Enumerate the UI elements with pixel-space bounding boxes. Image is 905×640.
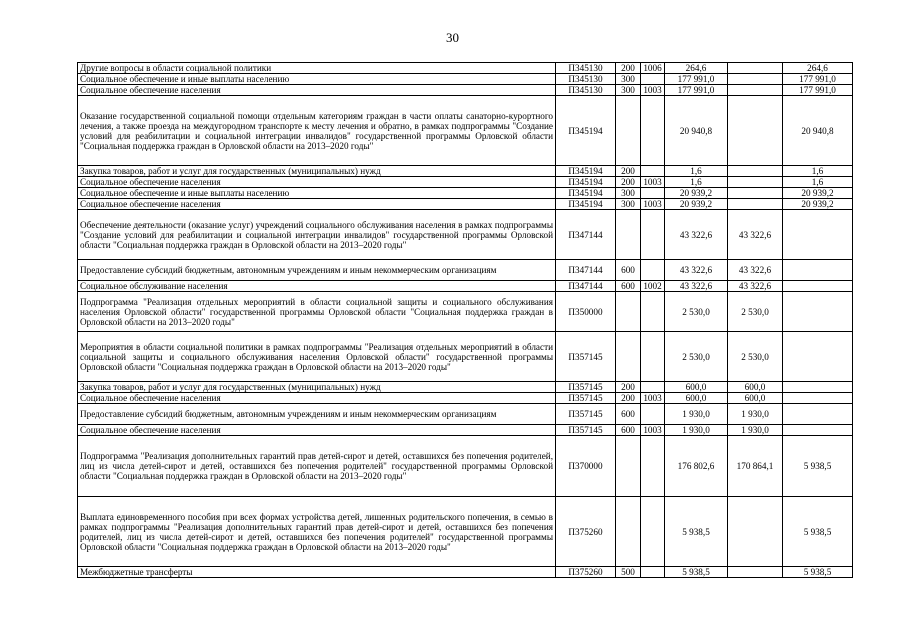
cell-name: Другие вопросы в области социальной политики [78,63,556,74]
table-row [78,567,853,578]
cell-sum3: 20 939,2 [783,199,853,210]
cell-code: П345194 [556,199,616,210]
cell-name: Межбюджетные трансферты [78,567,556,578]
cell-code: П347144 [556,210,616,260]
cell-code: П345130 [556,85,616,96]
cell-sum3: 5 938,5 [783,436,853,497]
cell-sum3 [783,260,853,281]
table-row [78,166,853,177]
table-row [78,210,853,260]
cell-name: Социальное обеспечение населения [78,177,556,188]
cell-name: Социальное обеспечение населения [78,85,556,96]
cell-kosgu [641,188,665,199]
cell-sum2: 1 930,0 [728,425,783,436]
cell-kosgu: 1003 [641,85,665,96]
cell-sum1: 2 530,0 [665,292,728,332]
table-row [78,74,853,85]
cell-code: П357145 [556,332,616,382]
cell-vr: 600 [616,260,641,281]
table-row [78,177,853,188]
cell-sum3: 5 938,5 [783,497,853,567]
cell-sum1: 1,6 [665,166,728,177]
cell-sum1: 5 938,5 [665,567,728,578]
cell-sum2: 600,0 [728,382,783,393]
cell-code: П357145 [556,404,616,425]
cell-vr: 200 [616,382,641,393]
cell-vr: 300 [616,199,641,210]
cell-sum3: 177 991,0 [783,74,853,85]
cell-sum3: 264,6 [783,63,853,74]
cell-kosgu: 1006 [641,63,665,74]
cell-sum1: 177 991,0 [665,74,728,85]
cell-code: П370000 [556,436,616,497]
cell-kosgu [641,260,665,281]
cell-sum2 [728,199,783,210]
cell-sum1: 20 939,2 [665,188,728,199]
cell-code: П375260 [556,567,616,578]
cell-kosgu: 1003 [641,425,665,436]
cell-sum1: 1 930,0 [665,425,728,436]
cell-name: Социальное обеспечение населения [78,393,556,404]
cell-sum1: 600,0 [665,393,728,404]
cell-sum3 [783,281,853,292]
cell-sum3 [783,425,853,436]
cell-kosgu [641,292,665,332]
cell-sum3 [783,382,853,393]
cell-name: Подпрограмма "Реализация отдельных мероприятий в области социальной защиты и социального обслуживания населения Орловской области" государственной программы Орловской области "Социальная поддержка граждан в Орловской области на 2013–2020 годы" [78,292,556,332]
table-row [78,292,853,332]
cell-sum2 [728,497,783,567]
cell-kosgu: 1002 [641,281,665,292]
cell-kosgu: 1003 [641,393,665,404]
cell-sum2 [728,85,783,96]
cell-sum3 [783,210,853,260]
budget-table [77,62,853,578]
table-row [78,281,853,292]
cell-sum1: 1,6 [665,177,728,188]
cell-sum3 [783,332,853,382]
cell-sum3: 5 938,5 [783,567,853,578]
cell-sum2 [728,63,783,74]
table-row [78,332,853,382]
cell-name: Мероприятия в области социальной политики в рамках подпрограммы "Реализация отдельных мероприятий в области социальной защиты и социального обслуживания населения Орловской области" государственной программы Орловской области "Социальная поддержка граждан в Орловской области на 2013–2020 годы" [78,332,556,382]
cell-code: П375260 [556,497,616,567]
cell-vr: 200 [616,177,641,188]
table-row [78,425,853,436]
cell-sum2: 43 322,6 [728,210,783,260]
cell-sum1: 20 940,8 [665,96,728,166]
cell-sum2 [728,177,783,188]
table-row [78,63,853,74]
cell-code: П347144 [556,281,616,292]
cell-sum1: 43 322,6 [665,210,728,260]
cell-vr: 500 [616,567,641,578]
cell-vr [616,436,641,497]
cell-sum1: 43 322,6 [665,281,728,292]
cell-kosgu [641,497,665,567]
cell-sum2: 1 930,0 [728,404,783,425]
cell-code: П345130 [556,74,616,85]
cell-vr [616,332,641,382]
table-body [78,63,853,578]
cell-vr: 300 [616,74,641,85]
cell-sum2 [728,188,783,199]
cell-sum1: 20 939,2 [665,199,728,210]
cell-sum3: 20 939,2 [783,188,853,199]
cell-kosgu [641,436,665,497]
cell-sum2 [728,166,783,177]
cell-sum2: 43 322,6 [728,260,783,281]
cell-vr: 600 [616,404,641,425]
cell-sum2: 170 864,1 [728,436,783,497]
table-row [78,404,853,425]
cell-vr [616,210,641,260]
cell-sum1: 177 991,0 [665,85,728,96]
cell-code: П357145 [556,393,616,404]
cell-code: П345194 [556,166,616,177]
cell-sum3 [783,404,853,425]
cell-sum1: 600,0 [665,382,728,393]
cell-sum3 [783,393,853,404]
cell-sum2: 2 530,0 [728,332,783,382]
table-row [78,199,853,210]
cell-sum2: 600,0 [728,393,783,404]
cell-code: П345130 [556,63,616,74]
cell-sum1: 1 930,0 [665,404,728,425]
cell-sum1: 43 322,6 [665,260,728,281]
cell-vr: 600 [616,425,641,436]
cell-kosgu: 1003 [641,199,665,210]
cell-vr [616,497,641,567]
cell-kosgu: 1003 [641,177,665,188]
cell-name: Социальное обеспечение и иные выплаты населению [78,74,556,85]
page-number: 30 [446,30,459,45]
table-row [78,382,853,393]
cell-sum2 [728,567,783,578]
cell-name: Предоставление субсидий бюджетным, автономным учреждениям и иным некоммерческим организациям [78,260,556,281]
cell-sum1: 176 802,6 [665,436,728,497]
cell-name: Выплата единовременного пособия при всех формах устройства детей, лишенных родительского попечения, в семью в рамках подпрограммы "Реализация дополнительных гарантий прав детей-сирот и детей, оставшихся без попечения родителей, лиц из числа детей-сирот и детей, оставшихся без попечения родителей" государственной программы Орловской области "Социальная поддержка граждан в Орловской области на 2013–2020 годы" [78,497,556,567]
cell-code: П350000 [556,292,616,332]
cell-sum3: 1,6 [783,166,853,177]
cell-code: П357145 [556,382,616,393]
cell-name: Закупка товаров, работ и услуг для государственных (муниципальных) нужд [78,382,556,393]
cell-vr [616,96,641,166]
cell-sum2 [728,74,783,85]
cell-kosgu [641,166,665,177]
cell-sum1: 264,6 [665,63,728,74]
cell-vr: 200 [616,393,641,404]
table-row [78,393,853,404]
cell-name: Оказание государственной социальной помощи отдельным категориям граждан в части оплаты санаторно-курортного лечения, а также проезда на междугородном транспорте к месту лечения и обратно, в рамках подпрограммы "Создание условий для реабилитации и социальной интеграции инвалидов" государственной программы Орловской области "Социальная поддержка граждан в Орловской области на 2013–2020 годы" [78,96,556,166]
cell-code: П347144 [556,260,616,281]
cell-sum3: 177 991,0 [783,85,853,96]
cell-sum3: 1,6 [783,177,853,188]
cell-sum1: 2 530,0 [665,332,728,382]
cell-name: Социальное обслуживание населения [78,281,556,292]
cell-vr: 300 [616,188,641,199]
cell-name: Социальное обеспечение и иные выплаты населению [78,188,556,199]
cell-name: Социальное обеспечение населения [78,425,556,436]
cell-kosgu [641,404,665,425]
cell-name: Закупка товаров, работ и услуг для государственных (муниципальных) нужд [78,166,556,177]
cell-kosgu [641,382,665,393]
cell-vr: 200 [616,63,641,74]
cell-sum2: 2 530,0 [728,292,783,332]
cell-kosgu [641,567,665,578]
cell-vr: 600 [616,281,641,292]
table-row [78,436,853,497]
cell-kosgu [641,74,665,85]
table-row [78,96,853,166]
cell-name: Социальное обеспечение населения [78,199,556,210]
cell-code: П357145 [556,425,616,436]
cell-kosgu [641,96,665,166]
table-row [78,188,853,199]
cell-sum1: 5 938,5 [665,497,728,567]
cell-vr: 300 [616,85,641,96]
cell-name: Предоставление субсидий бюджетным, автономным учреждениям и иным некоммерческим организациям [78,404,556,425]
cell-kosgu [641,210,665,260]
cell-code: П345194 [556,177,616,188]
cell-vr: 200 [616,166,641,177]
cell-code: П345194 [556,96,616,166]
cell-vr [616,292,641,332]
cell-code: П345194 [556,188,616,199]
table-row [78,260,853,281]
cell-sum3 [783,292,853,332]
table-row [78,497,853,567]
cell-sum2 [728,96,783,166]
cell-name: Подпрограмма "Реализация дополнительных гарантий прав детей-сирот и детей, оставшихся без попечения родителей, лиц из числа детей-сирот и детей, оставшихся без попечения родителей" государственной программы Орловской области "Социальная поддержка граждан в Орловской области на 2013–2020 годы" [78,436,556,497]
cell-sum3: 20 940,8 [783,96,853,166]
cell-name: Обеспечение деятельности (оказание услуг) учреждений социального обслуживания населения в рамках подпрограммы "Создание условий для реабилитации и социальной интеграции инвалидов" государственной программы Орловской области "Социальная поддержка граждан в Орловской области на 2013–2020 годы" [78,210,556,260]
cell-sum2: 43 322,6 [728,281,783,292]
cell-kosgu [641,332,665,382]
table-row [78,85,853,96]
